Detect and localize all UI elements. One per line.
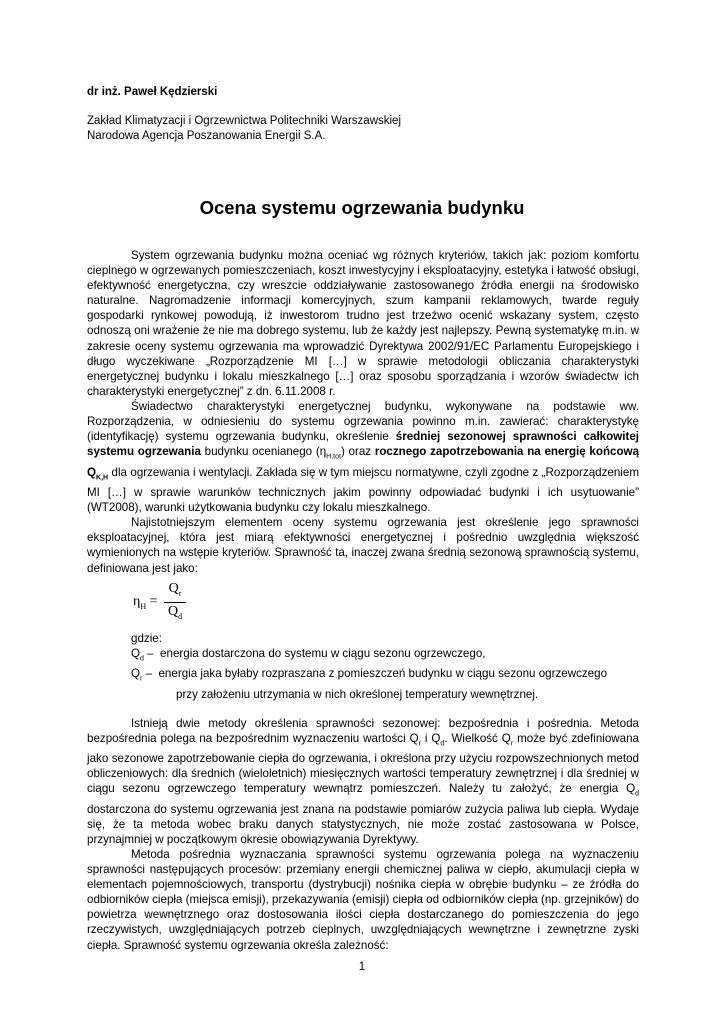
affiliation-line: Narodowa Agencja Poszanowania Energii S.A. <box>87 130 326 142</box>
definition-qr: $Q_r$ – energia jaka byłaby rozpraszana z pomieszczeń budynku w ciągu sezonu ogrzewczego przy założeniu utrzymania w nich określonej temperatury wewnętrznej. <box>131 667 608 701</box>
formula-denominator: $Q_d$ <box>167 604 183 622</box>
author: dr inż. Paweł Kędzierski <box>87 86 218 98</box>
paragraph-5: Metoda pośrednia wyznaczania sprawności systemu ogrzewania polega na wyznaczeniu sprawności następujących procesów: przemiany energii chemicznej paliwa w ciepło, akumulacji ciepła w elementach pojemnościowych, transportu (dystrybucji) nośnika ciepła w obrębie budynku – ze źródła do odbiorników ciepła (miejsca emisji), przekazywania (emisji) ciepła od odbiorników ciepła (np. grzejników) do powietrza wewnętrznego oraz dostosowania ilości ciepła dostarczanego do pomieszczenia do jego rzeczywistych, uwzględniających potrzeb cieplnych, uwzględniających wewnętrzne i zewnętrzne zyski ciepła. Sprawność systemu ogrzewania określa zależność: <box>87 847 639 952</box>
document-body <box>87 248 639 953</box>
efficiency-formula <box>87 579 639 627</box>
paragraph-1: System ogrzewania budynku można oceniać wg różnych kryteriów, takich jak: poziom komfortu cieplnego w ogrzewanych pomieszczeniach, koszt inwestycyjny i eksploatacyjny, estetyka i łatwość obsługi, efektywność energetyczna, czy wreszcie oddziaływanie zastosowanego źródła energii na środowisko naturalne. Nagromadzenie informacji komercyjnych, szum kampanii reklamowych, twarde reguły gospodarki rynkowej powodują, iż inwestorom trudno jest trzeźwo ocenić wskazany system, często odnoszą oni wrażenie że nie ma dobrego systemu, lub że każdy jest najlepszy. Pewną systematykę m.in. w zakresie oceny systemu ogrzewania ma wprowadzić Dyrektywa 2002/91/EC Parlamentu Europejskiego i długo wyczekiwane „Rozporządzenie MI […] w sprawie metodologii obliczania charakterystyki energetycznej budynku i lokalu mieszkalnego […] oraz sposobu sporządzania i wzorów świadectw ich charakterystyki energetycznej” z dn. 6.11.2008 r. <box>87 249 639 398</box>
formula-lhs: $\eta_H$ = <box>133 593 158 611</box>
page-number: 1 <box>358 961 366 973</box>
document-title: Ocena systemu ogrzewania budynku <box>199 197 525 218</box>
paragraph-4: Istnieją dwie metody określenia sprawności sezonowej: bezpośrednia i pośrednia. Metoda bezpośrednia polega na bezpośrednim wyznaczeniu wartości $Q_r$ i $Q_d$. Wielkość $Q_r$ może być zdefiniowana jako sezonowe zapotrzebowanie ciepła do ogrzewania, i określona przy użyciu rozpowszechnionych metod obliczeniowych: dla średnich (wieloletnich) miesięcznych wartości temperatury zewnętrznej i dla średniej w ciągu sezonu ogrzewczego temperatury wewnątrz pomieszczeń. Należy tu założyć, że energia $Q_d$ dostarczona do systemu ogrzewania jest znana na podstawie pomiarów zużycia paliwa lub ciepła. Wydaje się, że ta metoda wobec braku danych statystycznych, nie może zostać zastosowana w Polsce, przynajmniej w początkowym okresie obowiązywania Dyrektywy. <box>87 716 640 846</box>
affiliation-line: Zakład Klimatyzacji i Ogrzewnictwa Politechniki Warszawskiej <box>87 115 401 127</box>
formula-numerator: $Q_r$ <box>168 580 182 598</box>
paragraph-3: Najistotniejszym elementem oceny systemu ogrzewania jest określenie jego sprawności eksploatacyjnej, która jest miarą efektywności energetycznej i pośrednio uwzględnia większość wymienionych na wstępie kryteriów. Sprawność ta, inaczej zwana średnią sezonową sprawnością systemu, definiowana jest jako: <box>87 516 639 575</box>
definition-qd: $Q_d$ – energia dostarczona do systemu w ciągu sezonu ogrzewczego, <box>131 646 486 662</box>
paragraph-2: Świadectwo charakterystyki energetycznej budynku, wykonywane na podstawie ww. Rozporządzenia, w odniesieniu do systemu ogrzewania powinno m.in. zawierać: charakterystykę (identyfikację) systemu ogrzewania budynku, określenie średniej sezonowej sprawności całkowitej systemu ogrzewania budynku ocenianego $(\eta_{H,tot})$ oraz rocznego zapotrzebowania na energię końcową $Q_{K,H}$ dla ogrzewania i wentylacji. Zakłada się w tym miejscu normatywne, czyli zgodne z „Rozporządzeniem MI […] w sprawie warunków technicznych jakim powinny odpowiadać budynki i ich usytuowanie” (WT2008), warunki użytkowania budynku czy lokalu mieszkalnego. <box>87 399 640 515</box>
affiliation <box>87 114 401 144</box>
where-label: gdzie: <box>131 631 162 645</box>
fraction-bar <box>164 602 186 603</box>
formula-fraction <box>164 581 186 625</box>
